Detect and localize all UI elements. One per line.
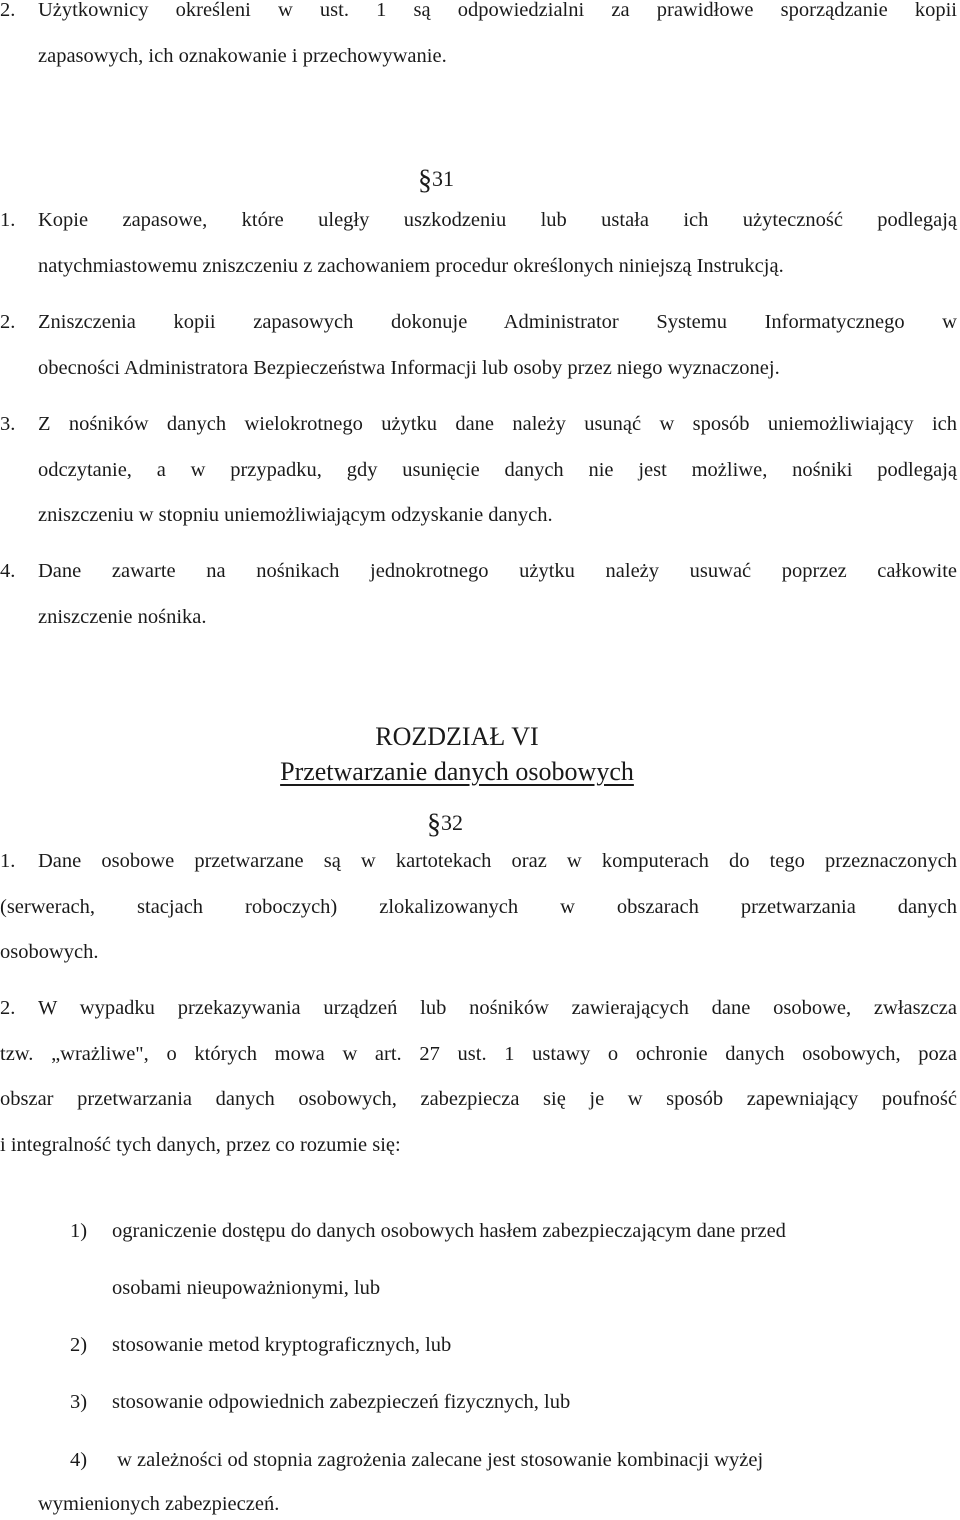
list-item-text: ograniczenie dostępu do danych osobowych hasłem zabezpieczającym dane przed: [112, 1220, 786, 1242]
chapter-subtitle: Przetwarzanie danych osobowych: [280, 757, 634, 786]
item-rest-text: zniszczeniu w stopniu uniemożliwiającym odzyskanie danych.: [38, 504, 553, 526]
item-number: 3.: [0, 413, 16, 435]
item-number: 1.: [0, 209, 16, 231]
item-lead-text: Dane zawarte na nośnikach jednokrotnego użytku należy usuwać poprzez całkowite: [38, 560, 957, 582]
paragraph-number: 2.: [0, 0, 16, 21]
section-number: 32: [441, 810, 463, 835]
item-lead-text: Z nośników danych wielokrotnego użytku dane należy usunąć w sposób uniemożliwiający ich: [38, 413, 957, 435]
item-rest-text: zniszczenie nośnika.: [38, 605, 207, 628]
list-item-1-continuation: osobami nieupoważnionymi, lub: [112, 1277, 381, 1299]
section-31-heading: [418, 166, 454, 194]
list-item-1: [70, 1217, 950, 1245]
item-lead-text: Dane osobowe przetwarzane są w kartotekach oraz w komputerach do tego przeznaczonych: [38, 850, 957, 872]
list-item-4: [70, 1446, 950, 1474]
section-32-heading: [427, 810, 463, 838]
list-item-number: 3): [70, 1391, 88, 1413]
list-item-text: w zależności od stopnia zagrożenia zalecane jest stosowanie kombinacji wyżej: [112, 1449, 764, 1471]
list-item-text: stosowanie metod kryptograficznych, lub: [112, 1334, 452, 1356]
section-symbol: §: [427, 809, 441, 840]
paragraph-top-2: [0, 0, 957, 79]
item-number: 2.: [0, 997, 16, 1019]
section-31-item-3: [0, 402, 957, 539]
list-item-number: 1): [70, 1220, 88, 1242]
item-rest-text: osobowych.: [0, 941, 99, 963]
item-mid-text: tzw. „wrażliwe", o których mowa w art. 27 ust. 1 ustawy o ochronie danych osobowych, poza: [0, 1042, 957, 1065]
item-mid-text: odczytanie, a w przypadku, gdy usunięcie danych nie jest możliwe, nośniki podlegają: [38, 458, 957, 481]
list-item-text: stosowanie odpowiednich zabezpieczeń fizycznych, lub: [112, 1391, 571, 1413]
list-item-3: [70, 1388, 950, 1416]
section-31-item-4: [0, 549, 957, 640]
item-lead-text: W wypadku przekazywania urządzeń lub nośników zawierających dane osobowe, zwłaszcza: [38, 997, 957, 1019]
list-item-number: 2): [70, 1334, 88, 1356]
item-rest-text: natychmiastowemu zniszczeniu z zachowaniem procedur określonych niniejszą Instrukcją.: [38, 254, 784, 277]
item-number: 4.: [0, 560, 16, 582]
section-symbol: §: [418, 165, 432, 196]
paragraph-rest-text: zapasowych, ich oznakowanie i przechowywanie.: [38, 44, 447, 67]
item-number: 2.: [0, 311, 16, 333]
list-item-number: 4): [70, 1449, 88, 1471]
item-rest-text: i integralność tych danych, przez co rozumie się:: [0, 1133, 401, 1156]
paragraph-lead-text: Użytkownicy określeni w ust. 1 są odpowiedzialni za prawidłowe sporządzanie kopii: [38, 0, 957, 21]
chapter-title: ROZDZIAŁ VI: [375, 722, 539, 751]
section-32-item-2: [0, 986, 957, 1168]
section-number: 31: [432, 166, 454, 191]
section-31-item-1: [0, 198, 957, 289]
item-lead-text: Zniszczenia kopii zapasowych dokonuje Administrator Systemu Informatycznego w: [38, 311, 957, 333]
item-mid-text: (serwerach, stacjach roboczych) zlokalizowanych w obszarach przetwarzania danych: [0, 895, 957, 918]
list-item-4-continuation: wymienionych zabezpieczeń.: [38, 1493, 280, 1515]
section-31-item-2: [0, 300, 957, 391]
item-lead-text: Kopie zapasowe, które uległy uszkodzeniu lub ustała ich użyteczność podlegają: [38, 209, 957, 231]
item-number: 1.: [0, 850, 16, 872]
item-rest-text: obecności Administratora Bezpieczeństwa Informacji lub osoby przez niego wyznaczonej.: [38, 356, 780, 379]
list-item-2: [70, 1331, 950, 1359]
item-mid2-text: obszar przetwarzania danych osobowych, zabezpiecza się je w sposób zapewniający poufność: [0, 1088, 957, 1110]
section-32-item-1: [0, 839, 957, 976]
